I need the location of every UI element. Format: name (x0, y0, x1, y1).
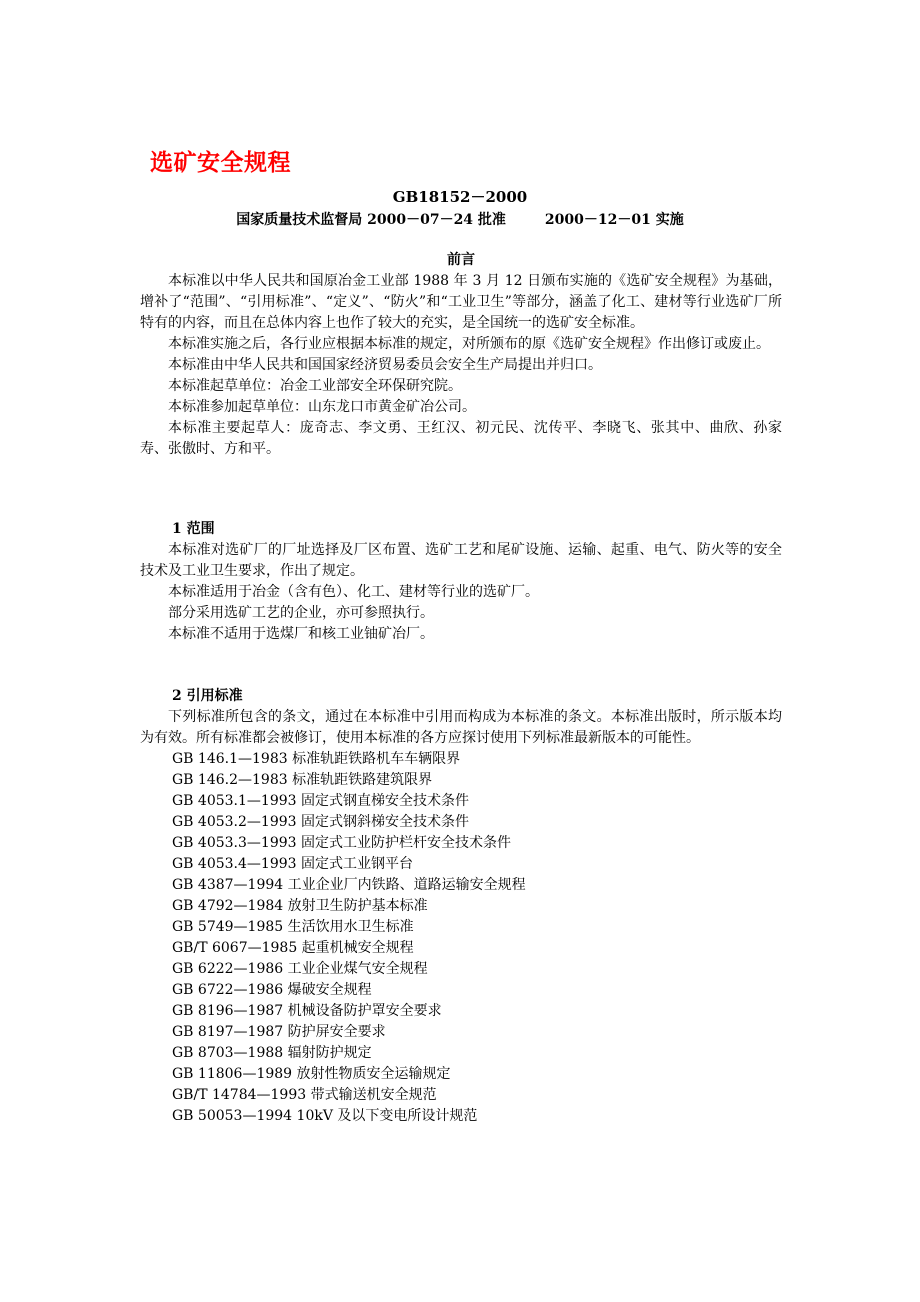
reference-item: GB 8703—1988 辐射防护规定 (172, 1045, 372, 1061)
references-intro: 下列标准所包含的条文，通过在本标准中引用而构成为本标准的条文。本标准出版时，所示版本均为有效。所有标准都会被修订，使用本标准的各方应探讨使用下列标准最新版本的可能性。 (140, 709, 782, 746)
scope-paragraph: 本标准不适用于选煤厂和核工业铀矿冶厂。 (168, 626, 434, 642)
scope-paragraph: 部分采用选矿工艺的企业，亦可参照执行。 (168, 605, 434, 621)
foreword-paragraph: 本标准以中华人民共和国原冶金工业部 1988 年 3 月 12 日颁布实施的《选矿安全规程》为基础，增补了“范围”、“引用标准”、“定义”、“防火”和“工业卫生”等部分，涵盖了化工、建材等行业选矿厂所特有的内容，而且在总体内容上也作了较大的充实，是全国统一的选矿安全标准。 (140, 273, 782, 331)
reference-item: GB 5749—1985 生活饮用水卫生标准 (172, 919, 414, 935)
reference-item: GB/T 6067—1985 起重机械安全规程 (172, 940, 414, 956)
reference-item: GB 50053—1994 10kV 及以下变电所设计规范 (172, 1108, 478, 1124)
scope-paragraph: 本标准适用于冶金（含有色）、化工、建材等行业的选矿厂。 (168, 584, 539, 600)
reference-item: GB 4053.3—1993 固定式工业防护栏杆安全技术条件 (172, 835, 511, 851)
foreword-paragraph: 本标准主要起草人：庞奇志、李文勇、王红汉、初元民、沈传平、李晓飞、张其中、曲欣、孙家寿、张傲时、方和平。 (140, 420, 782, 457)
reference-item: GB 8196—1987 机械设备防护罩安全要求 (172, 1003, 442, 1019)
spacer (140, 460, 782, 519)
standard-code: GB18152－2000 (392, 188, 528, 206)
reference-item: GB 4053.4—1993 固定式工业钢平台 (172, 856, 413, 872)
foreword-paragraph: 本标准参加起草单位：山东龙口市黄金矿冶公司。 (168, 399, 476, 415)
reference-item: GB 146.1—1983 标准轨距铁路机车车辆限界 (172, 751, 461, 767)
section-heading-scope: 1 范围 (172, 521, 215, 537)
reference-item: GB 4053.2—1993 固定式钢斜梯安全技术条件 (172, 814, 469, 830)
reference-item: GB 4792—1984 放射卫生防护基本标准 (172, 898, 428, 914)
reference-item: GB 4053.1—1993 固定式钢直梯安全技术条件 (172, 793, 469, 809)
reference-item: GB 6722—1986 爆破安全规程 (172, 982, 372, 998)
reference-list (140, 749, 782, 1127)
reference-item: GB/T 14784—1993 带式输送机安全规范 (172, 1087, 437, 1103)
reference-item: GB 4387—1994 工业企业厂内铁路、道路运输安全规程 (172, 877, 526, 893)
section-heading-references: 2 引用标准 (172, 688, 243, 704)
reference-item: GB 6222—1986 工业企业煤气安全规程 (172, 961, 428, 977)
approval-line: 国家质量技术监督局 2000－07－24 批准 2000－12－01 实施 (236, 212, 684, 228)
document-title: 选矿安全规程 (150, 150, 291, 176)
reference-item: GB 11806—1989 放射性物质安全运输规定 (172, 1066, 451, 1082)
foreword-paragraph: 本标准实施之后，各行业应根据本标准的规定，对所颁布的原《选矿安全规程》作出修订或废止。 (168, 336, 770, 352)
reference-item: GB 8197—1987 防护屏安全要求 (172, 1024, 386, 1040)
foreword-paragraph: 本标准起草单位：冶金工业部安全环保研究院。 (168, 378, 462, 394)
spacer (140, 645, 782, 686)
foreword-heading: 前言 (447, 252, 475, 268)
reference-item: GB 146.2—1983 标准轨距铁路建筑限界 (172, 772, 433, 788)
document-body (140, 250, 782, 1127)
scope-paragraph: 本标准对选矿厂的厂址选择及厂区布置、选矿工艺和尾矿设施、运输、起重、电气、防火等的安全技术及工业卫生要求，作出了规定。 (140, 542, 782, 579)
foreword-paragraph: 本标准由中华人民共和国国家经济贸易委员会安全生产局提出并归口。 (168, 357, 602, 373)
